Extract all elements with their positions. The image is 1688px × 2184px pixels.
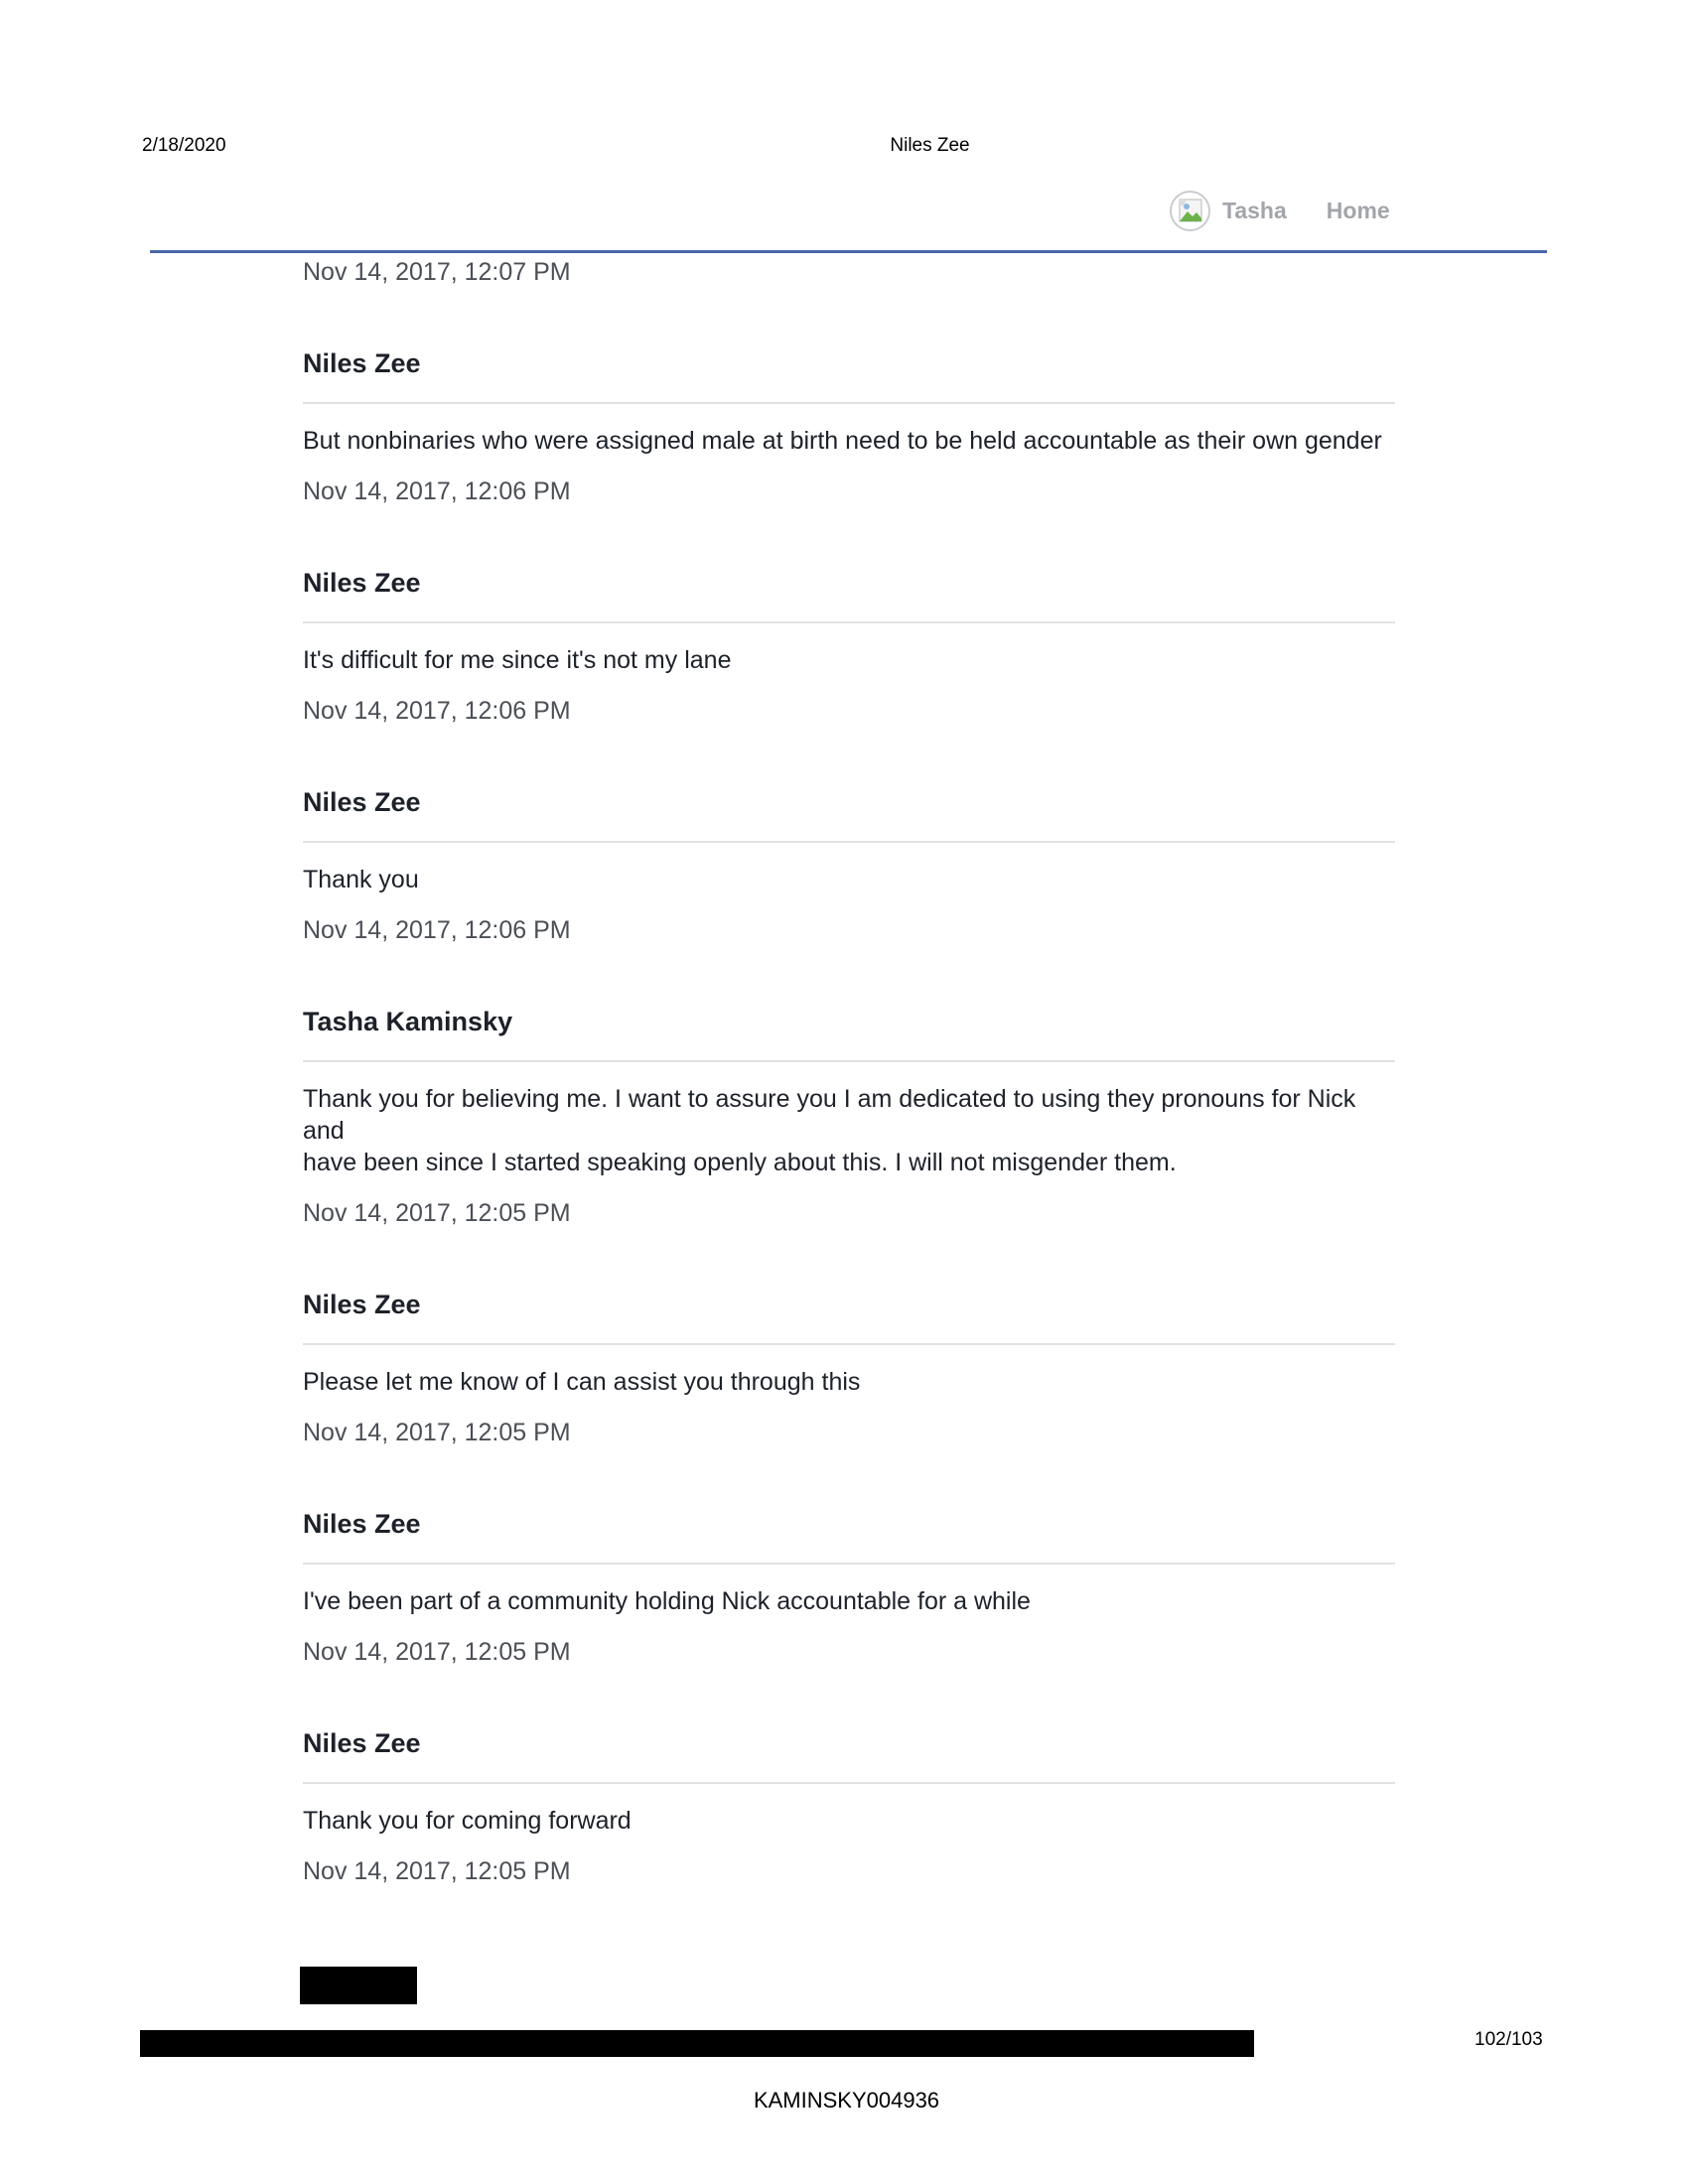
message-timestamp: Nov 14, 2017, 12:05 PM xyxy=(303,1638,571,1666)
print-date: 2/18/2020 xyxy=(142,135,226,156)
message xyxy=(303,785,1395,946)
header-divider xyxy=(150,250,1547,253)
message-author: Niles Zee xyxy=(303,1290,421,1319)
message-divider xyxy=(303,1563,1395,1565)
message-timestamp: Nov 14, 2017, 12:05 PM xyxy=(303,1199,571,1227)
message xyxy=(303,1005,1395,1229)
nav-home-link[interactable]: Home xyxy=(1326,197,1390,223)
message-text xyxy=(303,1585,1395,1617)
message-timestamp: Nov 14, 2017, 12:07 PM xyxy=(303,258,571,286)
nav-user-link[interactable]: Tasha xyxy=(1222,197,1287,223)
print-title: Niles Zee xyxy=(890,135,970,156)
message xyxy=(303,1507,1395,1668)
page-number: 102/103 xyxy=(1475,2029,1543,2050)
message-text-line: Thank you for believing me. I want to assure you I am dedicated to using they pronouns for Nick and xyxy=(303,1085,1356,1145)
message-divider xyxy=(303,1782,1395,1784)
broken-image-icon[interactable] xyxy=(1170,191,1210,231)
message-timestamp: Nov 14, 2017, 12:05 PM xyxy=(303,1419,571,1446)
message-text-line: have been since I started speaking openly about this. I will not misgender them. xyxy=(303,1149,1177,1176)
message-text-line: I've been part of a community holding Nick accountable for a while xyxy=(303,1587,1031,1615)
message xyxy=(303,1288,1395,1448)
message-text xyxy=(303,1366,1395,1398)
message-thread xyxy=(303,256,1395,1887)
message-divider xyxy=(303,1343,1395,1345)
message-divider xyxy=(303,1060,1395,1062)
message xyxy=(303,566,1395,727)
message-divider xyxy=(303,621,1395,623)
message-text-line: But nonbinaries who were assigned male at birth need to be held accountable as their own gender xyxy=(303,427,1382,455)
top-nav xyxy=(1170,188,1390,233)
message xyxy=(303,346,1395,507)
bates-number: KAMINSKY004936 xyxy=(753,2088,940,2113)
message-divider xyxy=(303,402,1395,404)
message-text-line: It's difficult for me since it's not my lane xyxy=(303,646,732,674)
message-text-line: Thank you for coming forward xyxy=(303,1807,632,1835)
message-text-line: Thank you xyxy=(303,866,419,893)
message-text xyxy=(303,425,1395,457)
message-author: Niles Zee xyxy=(303,348,421,378)
message-timestamp: Nov 14, 2017, 12:06 PM xyxy=(303,916,571,944)
message-divider xyxy=(303,841,1395,843)
message-timestamp: Nov 14, 2017, 12:06 PM xyxy=(303,697,571,725)
message-text xyxy=(303,864,1395,895)
message-author: Niles Zee xyxy=(303,787,421,817)
message-author: Niles Zee xyxy=(303,1728,421,1758)
message-timestamp: Nov 14, 2017, 12:06 PM xyxy=(303,478,571,505)
redaction-box xyxy=(300,1967,417,2004)
message-author: Niles Zee xyxy=(303,1509,421,1539)
message-text xyxy=(303,1083,1395,1178)
message-text xyxy=(303,644,1395,676)
message-author: Tasha Kaminsky xyxy=(303,1007,513,1036)
message-text-line: Please let me know of I can assist you through this xyxy=(303,1368,861,1396)
message-timestamp: Nov 14, 2017, 12:05 PM xyxy=(303,1857,571,1885)
redaction-bar xyxy=(140,2030,1254,2057)
message xyxy=(303,1726,1395,1887)
message-text xyxy=(303,1805,1395,1837)
message-author: Niles Zee xyxy=(303,568,421,598)
